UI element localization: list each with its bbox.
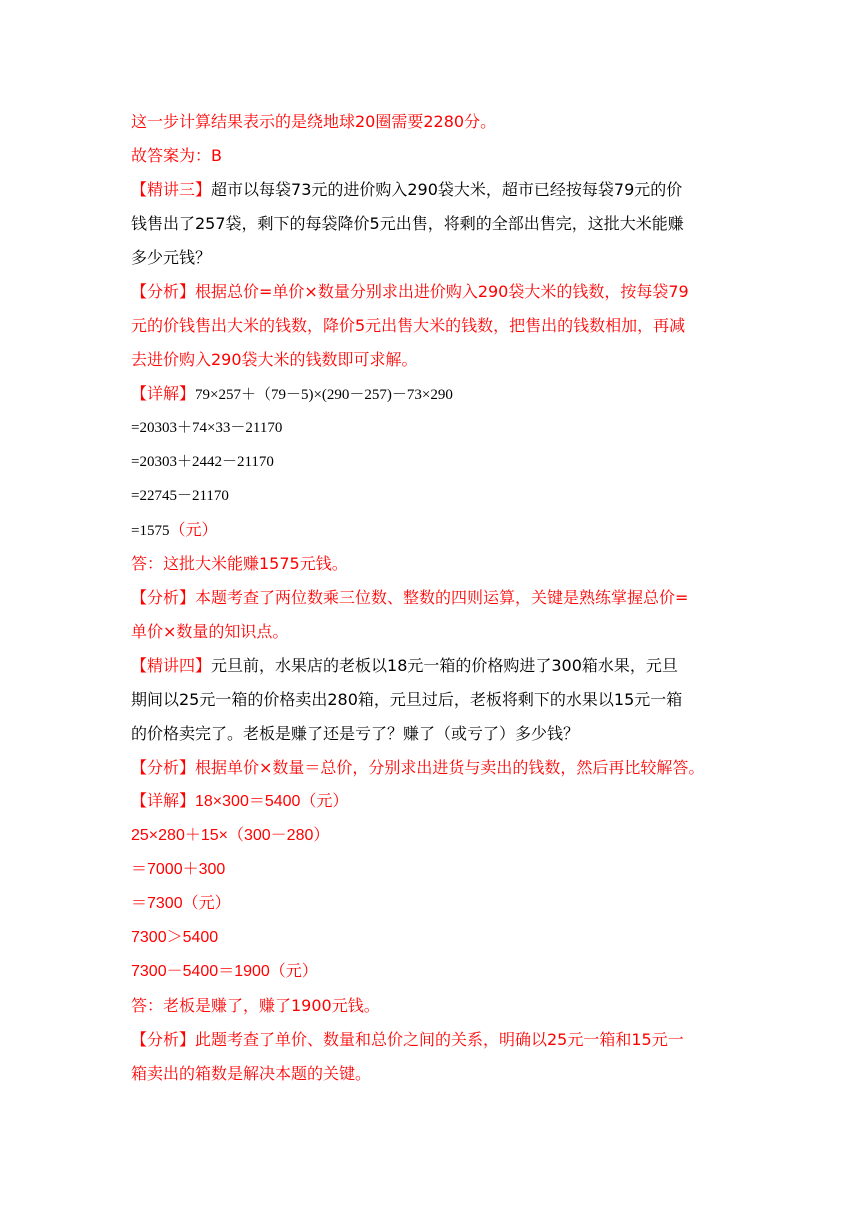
question-text: 超市以每袋73元的进价购入290袋大米，超市已经按每袋79元的价 xyxy=(211,180,683,199)
analysis-text: 【分析】此题考查了单价、数量和总价之间的关系，明确以25元一箱和15元一 xyxy=(131,1030,684,1049)
equation-text: =20303＋74×33－21170 xyxy=(131,420,283,436)
answer-text: 答：这批大米能赚1575元钱。 xyxy=(131,554,348,573)
text-line: 这一步计算结果表示的是绕地球20圈需要2280分。 xyxy=(131,112,497,131)
solution-text: ＝7000＋300 xyxy=(131,861,226,878)
analysis-text: 元的价钱售出大米的钱数，降价5元出售大米的钱数，把售出的钱数相加，再减 xyxy=(131,316,686,335)
analysis-text: 去进价购入290袋大米的钱数即可求解。 xyxy=(131,350,418,369)
solution-text: 【详解】18×300＝5400（元） xyxy=(131,793,349,810)
analysis-text: 箱卖出的箱数是解决本题的关键。 xyxy=(131,1064,372,1083)
unit-text: （元） xyxy=(169,520,218,539)
text-line: 故答案为：B xyxy=(131,146,222,165)
equation-text: =22745－21170 xyxy=(131,488,229,504)
equation-text: 79×257＋（79－5)×(290－257)－73×290 xyxy=(195,387,453,403)
section-label: 【精讲三】 xyxy=(131,180,212,199)
equation-text: =1575 xyxy=(131,523,170,539)
question-text: 多少元钱？ xyxy=(131,248,212,267)
solution-text: 25×280＋15×（300－280） xyxy=(131,827,330,844)
answer-text: 答：老板是赚了，赚了1900元钱。 xyxy=(131,996,380,1015)
section-label: 【精讲四】 xyxy=(131,656,212,675)
question-text: 钱售出了257袋，剩下的每袋降价5元出售，将剩的全部出售完，这批大米能赚 xyxy=(131,214,684,233)
analysis-text: 【分析】根据总价=单价×数量分别求出进价购入290袋大米的钱数，按每袋79 xyxy=(131,282,689,301)
solution-line xyxy=(131,384,731,405)
question-text: 元旦前，水果店的老板以18元一箱的价格购进了300箱水果，元旦 xyxy=(211,656,678,675)
text-line xyxy=(131,180,731,200)
analysis-text: 【分析】本题考查了两位数乘三位数、整数的四则运算，关键是熟练掌握总价= xyxy=(131,588,689,607)
section-label: 【详解】 xyxy=(131,384,196,403)
solution-text: 7300＞5400 xyxy=(131,929,219,946)
question-text: 期间以25元一箱的价格卖出280箱，元旦过后，老板将剩下的水果以15元一箱 xyxy=(131,690,683,709)
text-line xyxy=(131,656,731,676)
solution-line xyxy=(131,520,731,541)
equation-text: =20303＋2442－21170 xyxy=(131,454,274,470)
analysis-text: 【分析】根据单价×数量＝总价，分别求出进货与卖出的钱数，然后再比较解答。 xyxy=(131,758,705,777)
analysis-text: 单价×数量的知识点。 xyxy=(131,622,289,641)
solution-text: 7300－5400＝1900（元） xyxy=(131,963,318,980)
solution-text: ＝7300（元） xyxy=(131,895,231,912)
question-text: 的价格卖完了。老板是赚了还是亏了？赚了（或亏了）多少钱？ xyxy=(131,724,580,743)
